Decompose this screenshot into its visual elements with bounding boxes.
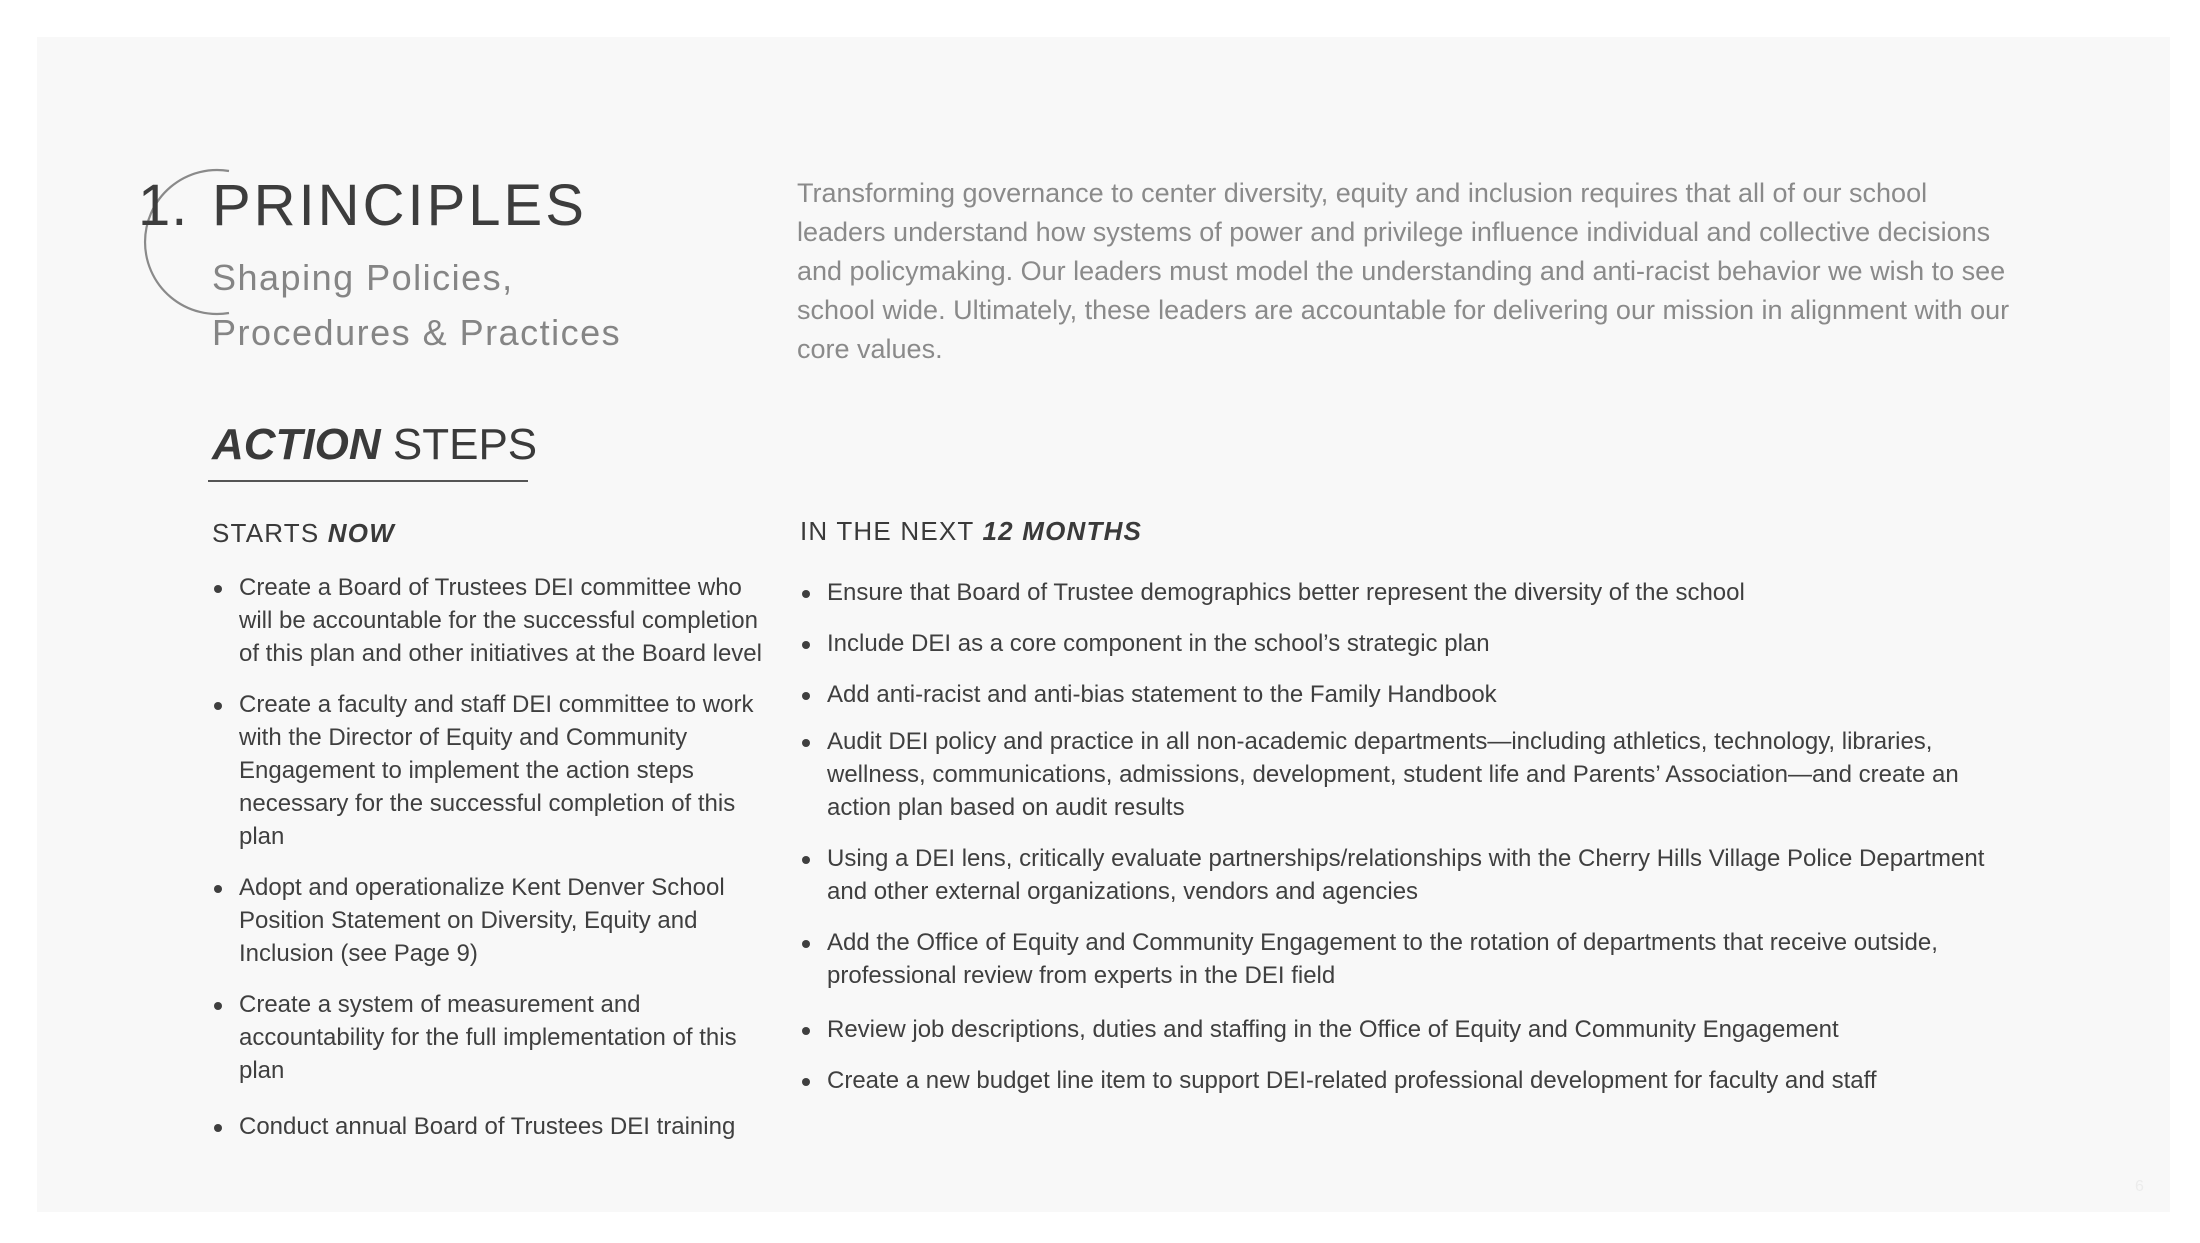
list-item: Add anti-racist and anti-bias statement to the Family Handbook — [800, 678, 2020, 711]
next-12-months-emphasis: 12 MONTHS — [982, 516, 1143, 546]
list-item: Add the Office of Equity and Community Engagement to the rotation of departments that receive outside, professional review from experts in the DEI field — [800, 926, 2020, 992]
subtitle-line-1: Shaping Policies, — [212, 257, 514, 298]
next-12-months-heading — [800, 516, 1142, 547]
list-item: Create a system of measurement and accountability for the full implementation of this plan — [212, 988, 772, 1087]
page-number: 6 — [2135, 1178, 2144, 1195]
section-number: 1. — [138, 173, 189, 238]
list-item: Using a DEI lens, critically evaluate partnerships/relationships with the Cherry Hills Village Police Department and other external organizations, vendors and agencies — [800, 842, 2020, 908]
list-item: Create a new budget line item to support DEI-related professional development for faculty and staff — [800, 1064, 2020, 1097]
list-item: Conduct annual Board of Trustees DEI training — [212, 1110, 772, 1143]
list-item: Create a faculty and staff DEI committee to work with the Director of Equity and Community Engagement to implement the action steps necessary for the successful completion of this plan — [212, 688, 772, 853]
action-steps-underline — [208, 480, 528, 482]
list-item: Include DEI as a core component in the school’s strategic plan — [800, 627, 2020, 660]
starts-now-emphasis: NOW — [327, 518, 395, 548]
list-item: Create a Board of Trustees DEI committee who will be accountable for the successful completion of this plan and other initiatives at the Board level — [212, 571, 772, 670]
starts-now-label: STARTS — [212, 518, 328, 548]
list-item: Adopt and operationalize Kent Denver School Position Statement on Diversity, Equity and Inclusion (see Page 9) — [212, 871, 772, 970]
next-12-months-list — [800, 576, 2020, 1097]
action-steps-heading-strong: ACTION — [212, 420, 381, 469]
starts-now-list — [212, 571, 772, 1143]
list-item: Ensure that Board of Trustee demographics better represent the diversity of the school — [800, 576, 2020, 609]
list-item: Review job descriptions, duties and staffing in the Office of Equity and Community Engagement — [800, 1013, 2020, 1046]
subtitle-line-2: Procedures & Practices — [212, 312, 622, 353]
section-title: PRINCIPLES — [212, 173, 587, 238]
action-steps-heading-rest: STEPS — [380, 420, 538, 469]
starts-now-heading — [212, 518, 395, 549]
section-subtitle — [212, 250, 732, 360]
next-12-months-label: IN THE NEXT — [800, 516, 983, 546]
list-item: Audit DEI policy and practice in all non-academic departments—including athletics, technology, libraries, wellness, communications, admissions, development, student life and Parents’ Association—and create an action plan based on audit results — [800, 725, 2020, 824]
action-steps-heading — [212, 420, 537, 470]
intro-paragraph: Transforming governance to center diversity, equity and inclusion requires that all of our school leaders understand how systems of power and privilege influence individual and collective decisions and policymaking. Our leaders must model the understanding and anti-racist behavior we wish to see school wide. Ultimately, these leaders are accountable for delivering our mission in alignment with our core values. — [797, 178, 2010, 364]
